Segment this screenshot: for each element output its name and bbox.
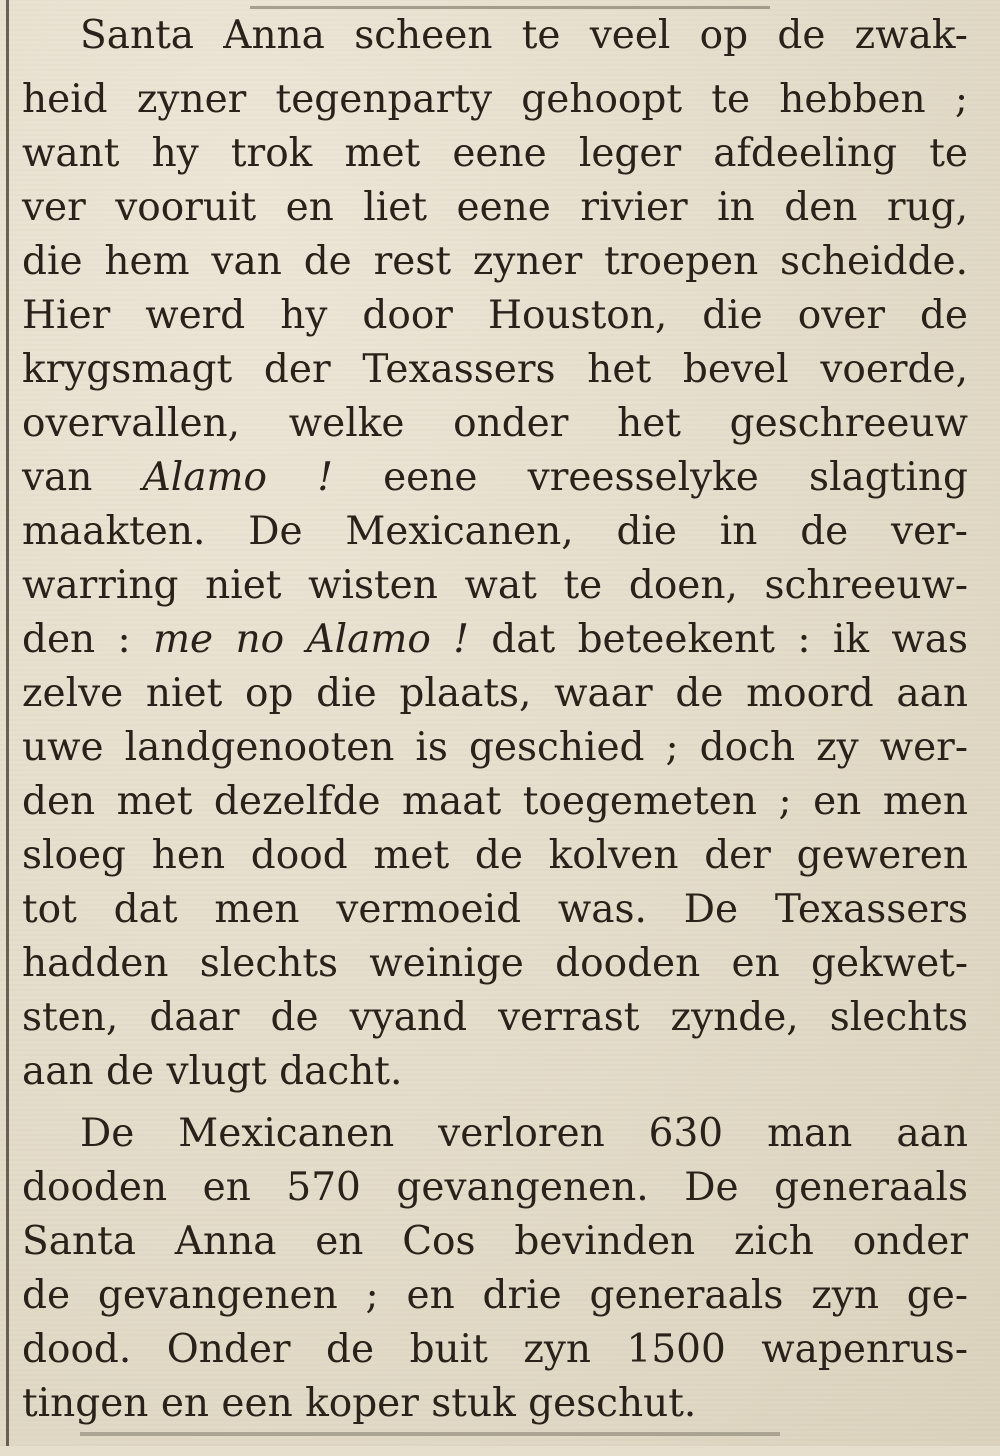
text-line: ver vooruit en liet eene rivier in den rug, (22, 185, 968, 230)
text-line: tingen en een koper stuk geschut. (22, 1381, 697, 1426)
text-line: Hier werd hy door Houston, die over de (22, 293, 968, 338)
text-line: sloeg hen dood met de kolven der geweren (22, 833, 968, 878)
text-line: warring niet wisten wat te doen, schreeuw- (22, 563, 968, 608)
italic-text: Alamo ! (142, 455, 333, 500)
text-line: Santa Anna en Cos bevinden zich onder (22, 1219, 968, 1264)
text-line: overvallen, welke onder het geschreeuw (22, 401, 968, 446)
column-rule (6, 0, 9, 1446)
text-line: aan de vlugt dacht. (22, 1049, 403, 1094)
text-run: den : (22, 617, 154, 662)
text-line: hadden slechts weinige dooden en gekwet- (22, 941, 968, 986)
text-line: dooden en 570 gevangenen. De generaals (22, 1165, 968, 1210)
text-line: heid zyner tegenparty gehoopt te hebben ; (22, 77, 968, 122)
text-run: dat beteekent : ik was (468, 617, 968, 662)
text-line: uwe landgenooten is geschied ; doch zy wer- (22, 725, 968, 770)
italic-text: me no Alamo ! (153, 617, 469, 662)
text-line: maakten. De Mexicanen, die in de ver- (22, 509, 968, 554)
text-line: dood. Onder de buit zyn 1500 wapenrus- (22, 1327, 968, 1372)
text-line: zelve niet op die plaats, waar de moord aan (22, 671, 968, 716)
text-run: eene vreesselyke slagting (332, 455, 968, 500)
text-line (22, 612, 968, 668)
bottom-cropped-text-fragment (80, 1432, 780, 1456)
text-line: tot dat men vermoeid was. De Texassers (22, 887, 968, 932)
text-line: de gevangenen ; en drie generaals zyn ge- (22, 1273, 968, 1318)
text-line: sten, daar de vyand verrast zynde, slechts (22, 995, 968, 1040)
text-line: die hem van de rest zyner troepen scheidde. (22, 239, 968, 284)
text-run: van (22, 455, 143, 500)
text-line: De Mexicanen verloren 630 man aan (80, 1111, 968, 1156)
text-line: krygsmagt der Texassers het bevel voerde, (22, 347, 968, 392)
text-line: want hy trok met eene leger afdeeling te (22, 131, 968, 176)
text-line: den met dezelfde maat toegemeten ; en men (22, 779, 968, 824)
text-line: Santa Anna scheen te veel op de zwak- (80, 13, 968, 58)
text-line (22, 450, 968, 506)
